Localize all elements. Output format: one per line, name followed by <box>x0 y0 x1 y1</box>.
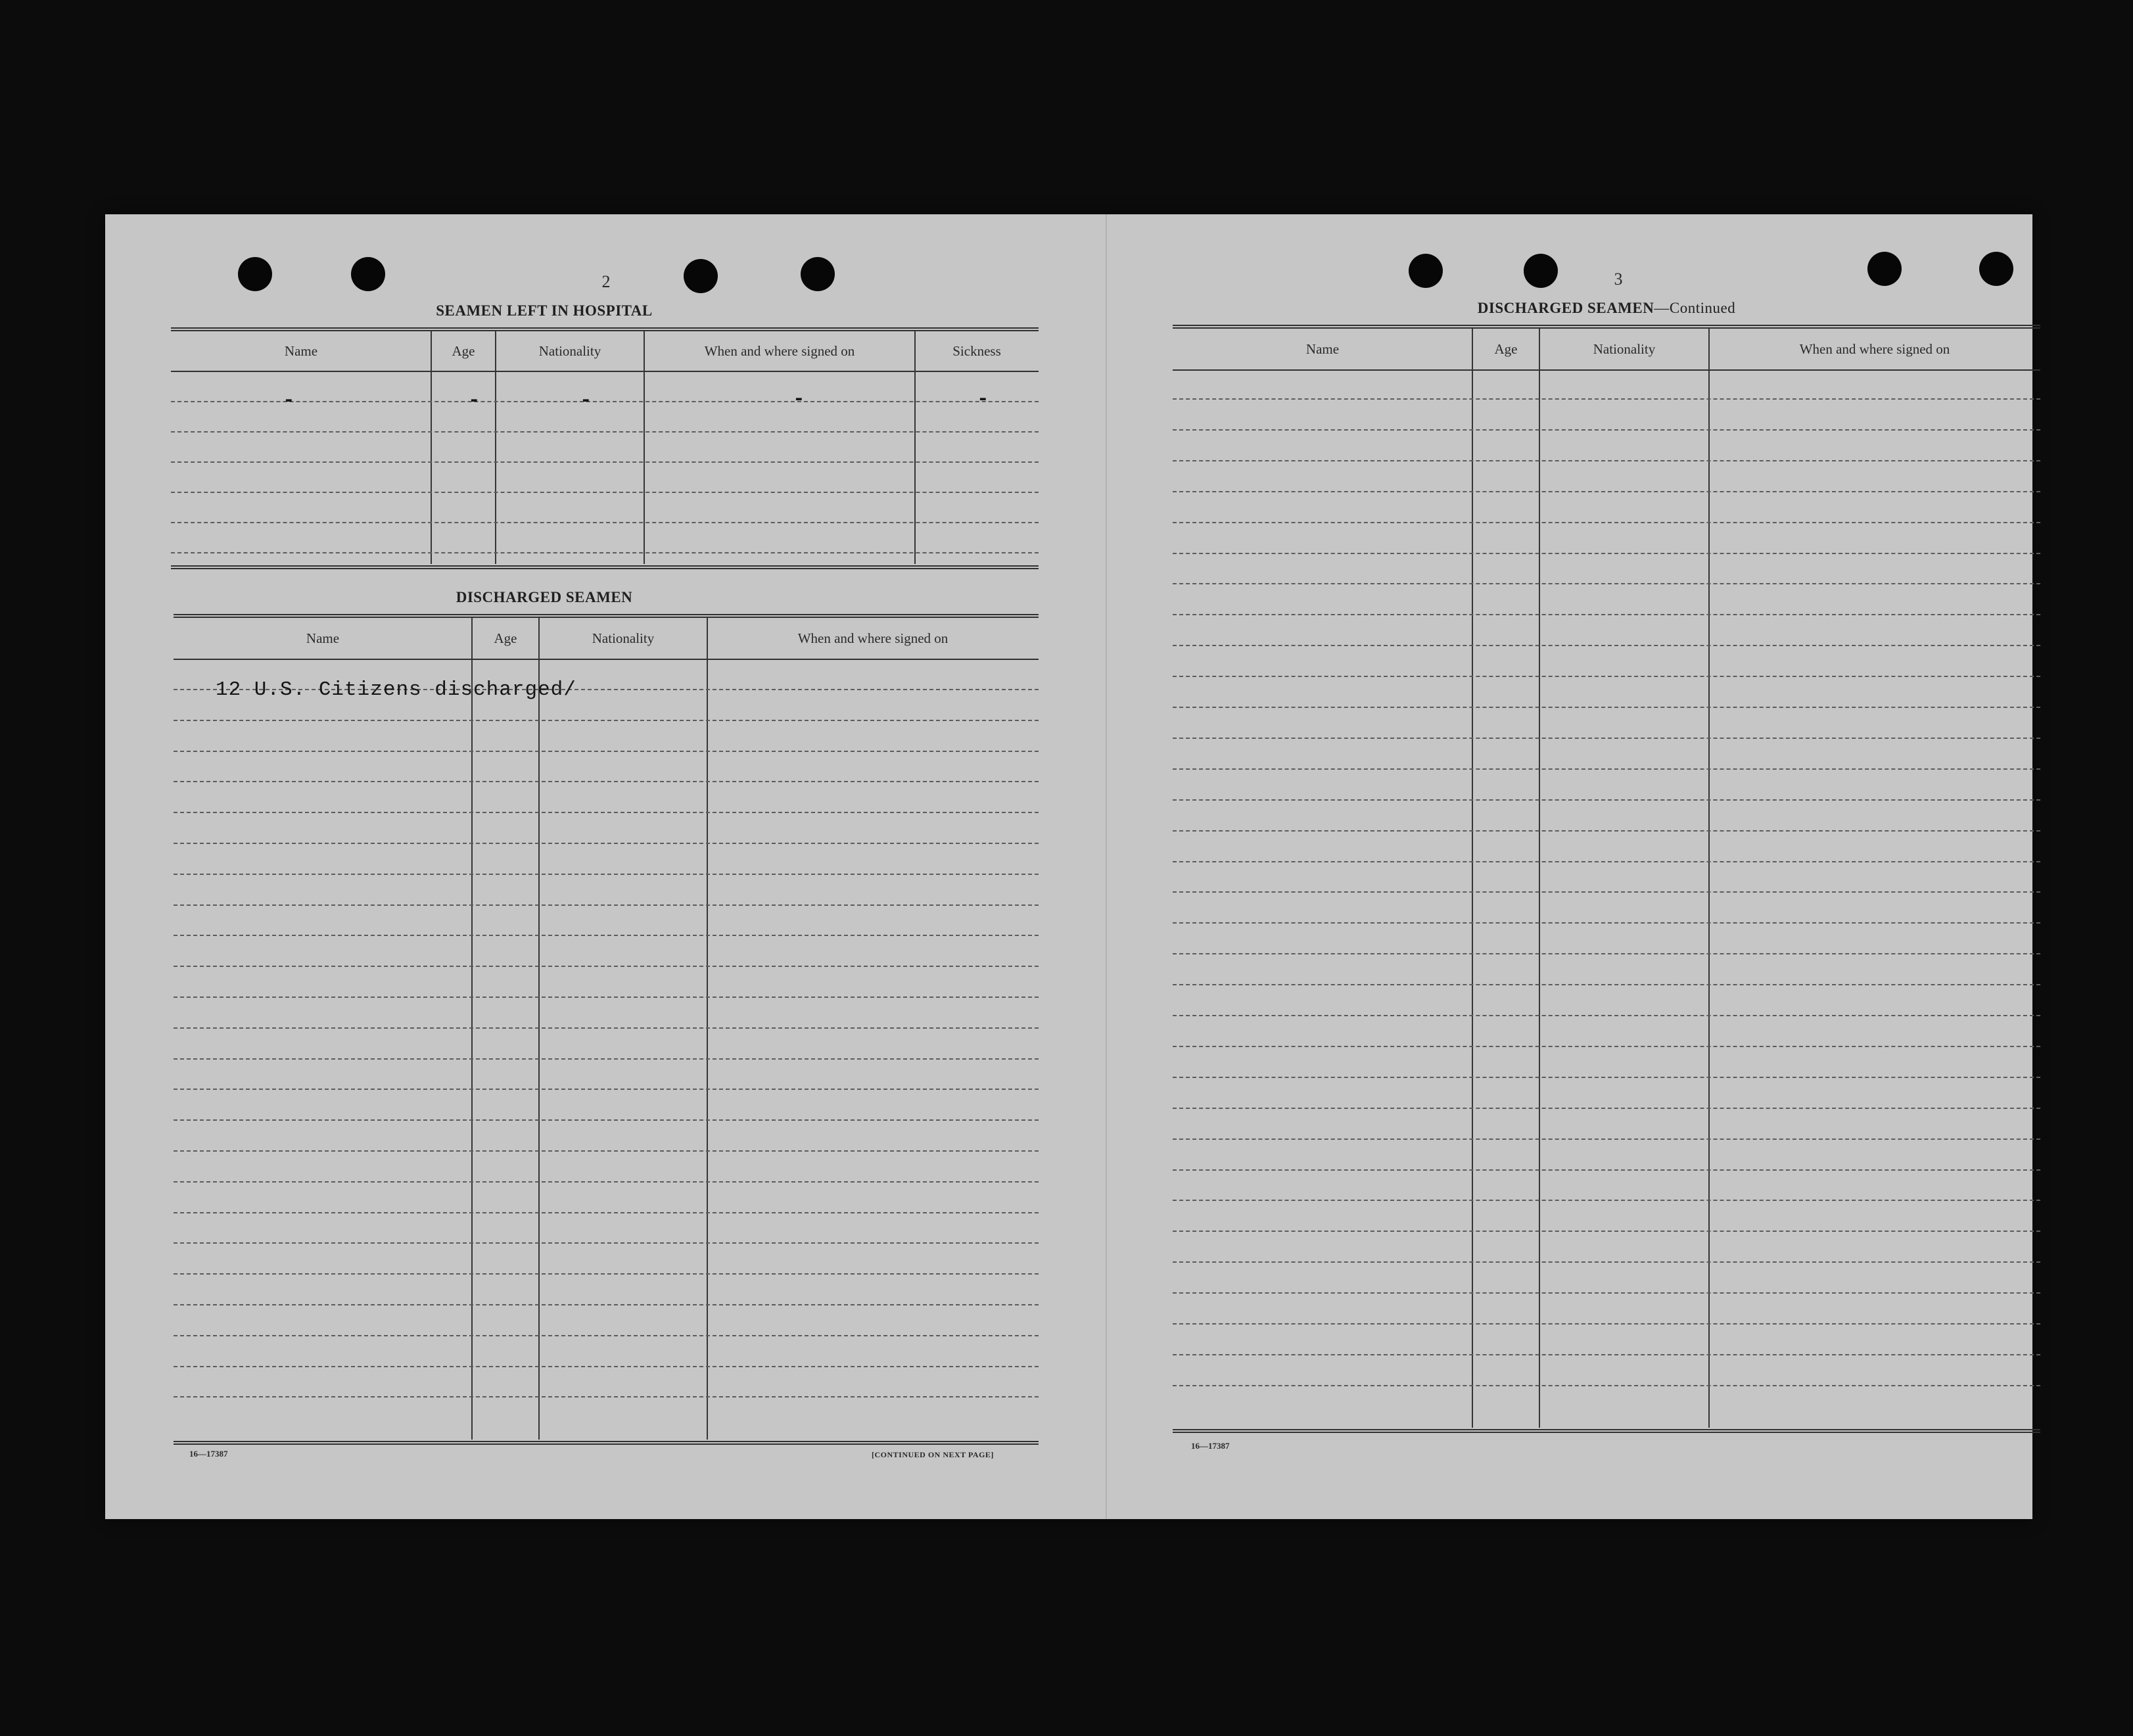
table-row <box>174 1150 1039 1152</box>
table-row <box>174 1304 1039 1305</box>
table-row <box>174 781 1039 782</box>
table-row <box>1173 1385 2040 1386</box>
column-header-nationality: Nationality <box>538 342 601 359</box>
table-row <box>1173 1138 2040 1140</box>
column-header-nationality: Nationality <box>1593 340 1656 357</box>
table-row <box>174 935 1039 936</box>
column-divider <box>1708 329 1710 1428</box>
table-row <box>171 431 1039 433</box>
table-row <box>1173 1169 2040 1171</box>
column-divider <box>471 618 473 1440</box>
table-row <box>1173 768 2040 770</box>
section-title-suffix: —Continued <box>1654 300 1736 316</box>
table-bottom-rule <box>1173 1429 2040 1433</box>
table-row <box>1173 830 2040 832</box>
table-row <box>1173 922 2040 924</box>
table-row <box>1173 1046 2040 1047</box>
column-divider <box>1472 329 1473 1428</box>
left-page <box>105 214 1106 1519</box>
table-row <box>171 492 1039 493</box>
hospital-section-title: SEAMEN LEFT IN HOSPITAL <box>436 302 653 319</box>
table-row <box>1173 738 2040 739</box>
table-row <box>1173 583 2040 584</box>
column-header-signed-on: When and where signed on <box>704 342 855 359</box>
table-row <box>174 904 1039 906</box>
hospital-signed-on-entry: - <box>793 388 806 411</box>
column-header-name: Name <box>1305 340 1340 357</box>
table-row <box>174 751 1039 752</box>
table-row <box>174 1119 1039 1121</box>
table-row <box>1173 1077 2040 1078</box>
table-header <box>174 618 1039 660</box>
table-row <box>1173 429 2040 431</box>
table-bottom-rule <box>171 565 1039 569</box>
table-row <box>1173 1108 2040 1109</box>
column-header-age: Age <box>1494 340 1518 357</box>
hospital-sickness-entry: - <box>977 388 990 411</box>
table-row <box>174 966 1039 967</box>
column-divider <box>707 618 708 1440</box>
table-row <box>1173 553 2040 554</box>
section-title-text: DISCHARGED SEAMEN <box>1477 300 1654 316</box>
table-row <box>1173 1015 2040 1016</box>
table-row <box>1173 799 2040 801</box>
column-header-signed-on: When and where signed on <box>797 630 949 646</box>
hospital-nationality-entry: - <box>580 389 593 412</box>
column-divider <box>1539 329 1540 1428</box>
hospital-name-entry: - <box>283 389 296 412</box>
column-divider <box>495 331 496 564</box>
table-row <box>1173 522 2040 523</box>
hospital-age-entry: - <box>468 389 481 412</box>
table-row <box>171 522 1039 523</box>
table-row <box>174 874 1039 875</box>
table-bottom-rule <box>174 1441 1039 1445</box>
column-divider <box>644 331 645 564</box>
hospital-table <box>171 327 1039 564</box>
table-row <box>174 1366 1039 1367</box>
table-row <box>171 552 1039 553</box>
column-divider <box>914 331 916 564</box>
table-row <box>1173 614 2040 615</box>
table-row <box>1173 1354 2040 1355</box>
table-row <box>174 843 1039 844</box>
table-row <box>174 1027 1039 1029</box>
table-row <box>1173 1200 2040 1201</box>
table-row <box>174 1058 1039 1060</box>
column-header-name: Name <box>306 630 340 646</box>
form-number: 16—17387 <box>189 1449 228 1459</box>
table-row <box>174 1242 1039 1244</box>
column-header-sickness: Sickness <box>952 342 1001 359</box>
continued-note: [CONTINUED ON NEXT PAGE] <box>872 1450 994 1459</box>
table-row <box>174 1212 1039 1213</box>
table-row <box>174 1181 1039 1183</box>
table-row <box>1173 1323 2040 1325</box>
table-row <box>171 401 1039 402</box>
column-header-age: Age <box>452 342 475 359</box>
table-row <box>174 1396 1039 1397</box>
discharged-continued-title <box>1173 300 2040 317</box>
table-row <box>1173 861 2040 862</box>
table-row <box>174 1089 1039 1090</box>
table-row <box>1173 491 2040 492</box>
table-row <box>1173 953 2040 954</box>
table-row <box>174 1273 1039 1275</box>
table-row <box>1173 460 2040 461</box>
column-header-age: Age <box>494 630 517 646</box>
typed-entry: 12 U.S. Citizens discharged/ <box>216 678 576 701</box>
table-row <box>174 1335 1039 1336</box>
column-divider <box>538 618 540 1440</box>
page-number: 3 <box>1614 270 1623 289</box>
table-row <box>1173 676 2040 677</box>
table-row <box>1173 1292 2040 1294</box>
column-header-name: Name <box>284 342 318 359</box>
column-header-nationality: Nationality <box>592 630 655 646</box>
discharged-section-title: DISCHARGED SEAMEN <box>456 589 633 605</box>
table-row <box>1173 398 2040 400</box>
table-row <box>1173 707 2040 708</box>
table-row <box>1173 645 2040 646</box>
form-number: 16—17387 <box>1191 1441 1230 1451</box>
table-header <box>1173 329 2040 371</box>
right-page <box>1107 214 2032 1519</box>
table-row <box>1173 984 2040 985</box>
discharged-table <box>174 614 1039 1440</box>
table-row <box>174 997 1039 998</box>
column-header-signed-on: When and where signed on <box>1799 340 1950 357</box>
table-row <box>174 812 1039 813</box>
table-row <box>1173 891 2040 893</box>
document-sheet <box>105 214 2032 1519</box>
page-number: 2 <box>601 272 611 291</box>
table-row <box>1173 1261 2040 1263</box>
table-row <box>1173 1231 2040 1232</box>
discharged-continued-table <box>1173 325 2040 1428</box>
column-divider <box>431 331 432 564</box>
table-header <box>171 331 1039 372</box>
table-row <box>174 720 1039 721</box>
table-row <box>171 461 1039 463</box>
